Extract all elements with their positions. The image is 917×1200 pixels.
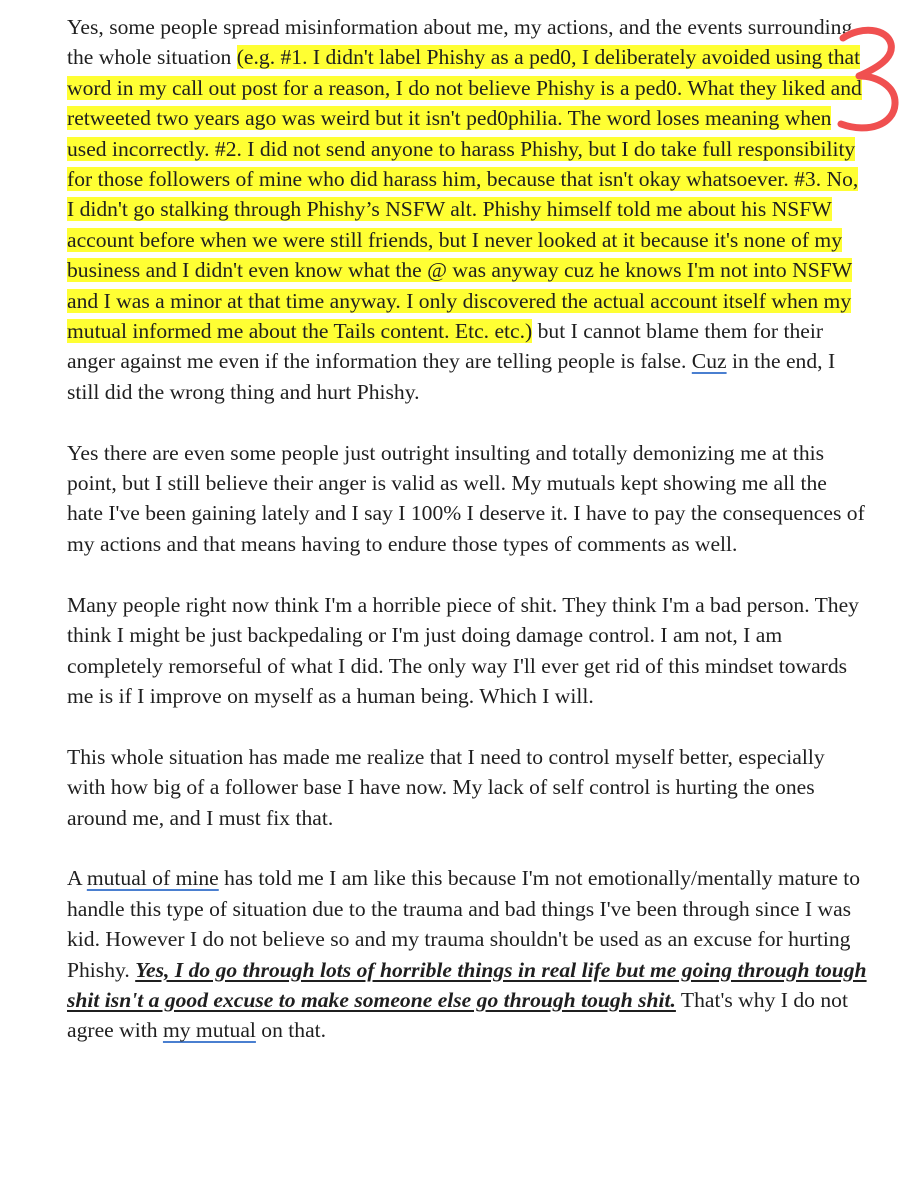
document-body: [67, 12, 867, 1076]
highlighted-text: (e.g. #1. I didn't label Phishy as a ped0, I deliberately avoided using that word in my call out post for a reason, I do not believe Phishy is a ped0. What they liked and retweeted two years ago was weird but it isn't ped0philia. The word loses meaning when used incorrectly. #2. I did not send anyone to harass Phishy, but I do take full responsibility for those followers of mine who did harass him, because that isn't okay whatsoever. #3. No, I didn't go stalking through Phishy’s NSFW alt. Phishy himself told me about his NSFW account before when we were still friends, but I never looked at it because it's none of my business and I didn't even know what the @ was anyway cuz he knows I'm not into NSFW and I was a minor at that time anyway. I only discovered the actual account itself when my mutual informed me about the Tails content. Etc. etc.): [67, 45, 862, 344]
text-segment: has told me I am like this because I'm not emotionally/mentally mature to handle this type of situation due to the trauma and bad things I've been through since I was kid. However I do not believe so and my trauma shouldn't be used as an excuse for hurting Phishy.: [67, 866, 861, 982]
paragraph-trauma: [67, 863, 867, 1045]
emphasized-underlined-text: Yes, I do go through lots of horrible things in real life but me going through tough shit isn't a good excuse to make someone else go through tough shit.: [67, 957, 867, 1012]
paragraph-self-control: This whole situation has made me realize that I need to control myself better, especially with how big of a follower base I have now. My lack of self control is hurting the ones around me, and I must fix that.: [67, 744, 825, 830]
text-segment: That's why I do not agree with: [67, 987, 848, 1043]
spellcheck-underlined-phrase: my mutual: [162, 1018, 256, 1043]
text-segment: on that.: [255, 1018, 327, 1043]
text-segment: but I cannot blame them for their anger against me even if the information they are telling people is false.: [67, 319, 824, 374]
paragraph-misinformation: [67, 12, 867, 407]
paragraph-remorse: Many people right now think I'm a horrible piece of shit. They think I'm a bad person. They think I might be just backpedaling or I'm just doing damage control. I am not, I am completely remorseful of what I did. The only way I'll ever get rid of this mindset towards me is if I improve on myself as a human being. Which I will.: [67, 592, 859, 708]
handwritten-three-annotation: [833, 24, 899, 136]
text-segment: A: [67, 866, 87, 891]
text-segment: in the end, I still did the wrong thing and hurt Phishy.: [67, 349, 836, 404]
spellcheck-underlined-word: Cuz: [691, 349, 727, 374]
spellcheck-underlined-phrase: mutual of mine: [86, 866, 219, 891]
text-segment: Yes, some people spread misinformation about me, my actions, and the events surrounding the whole situation: [67, 15, 853, 70]
paragraph-insults: Yes there are even some people just outright insulting and totally demonizing me at this point, but I still believe their anger is valid as well. My mutuals kept showing me all the hate I've been gaining lately and I say I 100% I deserve it. I have to pay the consequences of my actions and that means having to endure those types of comments as well.: [67, 440, 865, 556]
